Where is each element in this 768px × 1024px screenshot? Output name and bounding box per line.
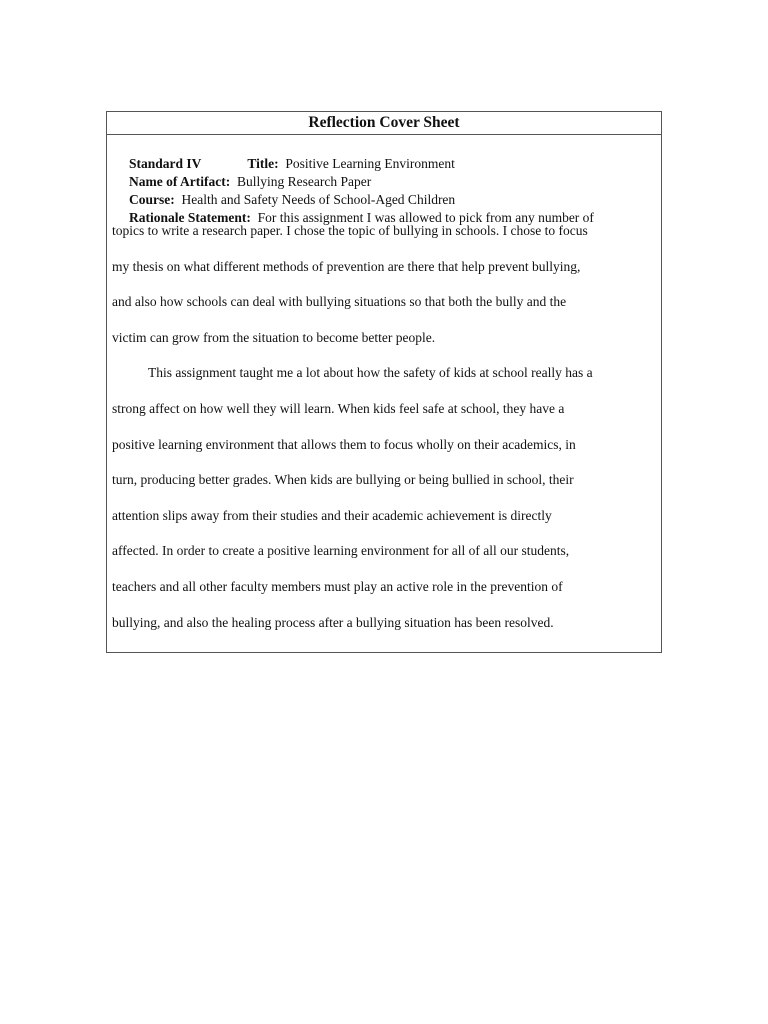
rationale-paragraph bbox=[112, 213, 657, 355]
paragraph-line: turn, producing better grades. When kids are bullying or being bullied in school, their bbox=[112, 472, 574, 488]
artifact-label: Name of Artifact: bbox=[129, 174, 231, 189]
paragraph-line bbox=[112, 355, 657, 391]
paragraph-line: teachers and all other faculty members must play an active role in the prevention of bbox=[112, 578, 563, 594]
standard-row bbox=[129, 155, 657, 173]
paragraph-line: victim can grow from the situation to become better people. bbox=[112, 329, 436, 345]
reflection-paragraph bbox=[112, 355, 657, 640]
paragraph-line: affected. In order to create a positive learning environment for all of all our students, bbox=[112, 543, 570, 559]
artifact-value: Bullying Research Paper bbox=[236, 174, 372, 189]
paragraph-line: positive learning environment that allows them to focus wholly on their academics, in bbox=[112, 436, 576, 452]
standard-label: Standard IV bbox=[129, 156, 202, 171]
rationale-label: Rationale Statement: bbox=[129, 210, 251, 225]
rationale-first-line: For this assignment I was allowed to pick from any number of bbox=[257, 210, 594, 225]
paragraph-line: strong affect on how well they will learn. When kids feel safe at school, they have a bbox=[112, 400, 565, 416]
title-label: Title: bbox=[247, 156, 279, 171]
reflection-cover-sheet bbox=[106, 111, 662, 653]
sheet-body bbox=[107, 135, 661, 640]
paragraph-line-text: This assignment taught me a lot about how the safety of kids at school really has a bbox=[148, 365, 593, 381]
title-value: Positive Learning Environment bbox=[285, 156, 455, 171]
course-value: Health and Safety Needs of School-Aged Children bbox=[181, 192, 456, 207]
paragraph-line: my thesis on what different methods of prevention are there that help prevent bullying, bbox=[112, 258, 581, 274]
course-row bbox=[129, 191, 657, 209]
paragraph-line: attention slips away from their studies and their academic achievement is directly bbox=[112, 507, 552, 523]
course-label: Course: bbox=[129, 192, 175, 207]
artifact-row bbox=[129, 173, 657, 191]
paragraph-line: topics to write a research paper. I chose the topic of bullying in schools. I chose to focus bbox=[112, 223, 588, 238]
paragraph-line: and also how schools can deal with bullying situations so that both the bully and the bbox=[112, 294, 567, 310]
paragraph-line: bullying, and also the healing process after a bullying situation has been resolved. bbox=[112, 614, 554, 630]
sheet-title: Reflection Cover Sheet bbox=[107, 112, 661, 135]
